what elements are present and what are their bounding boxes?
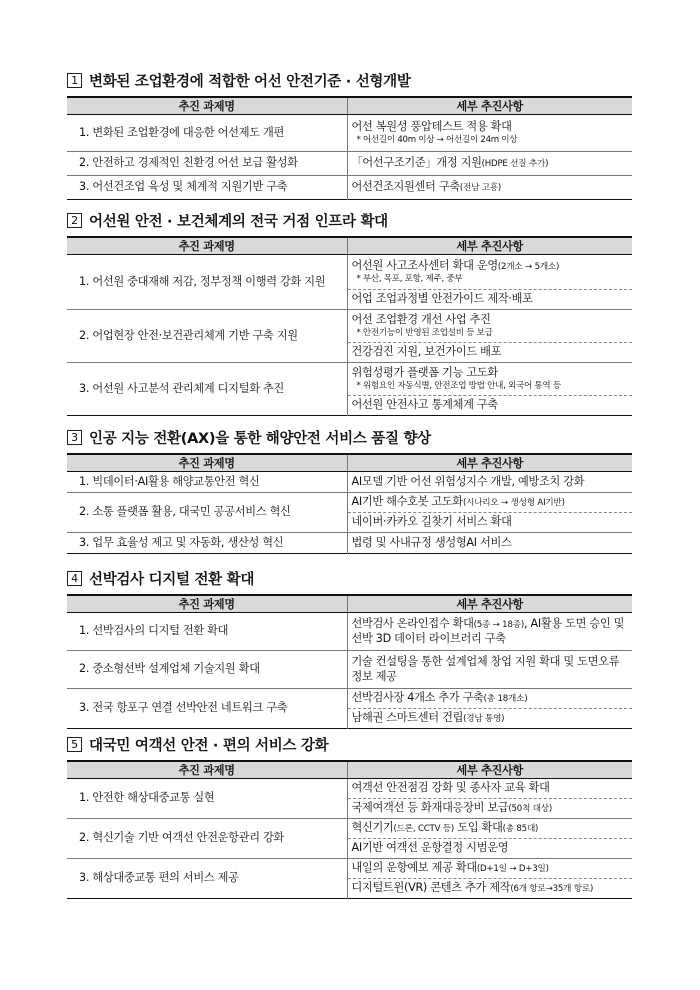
detail-cell <box>347 310 632 343</box>
detail-cell: 어선원 안전사고 통계체계 구축 <box>351 398 498 412</box>
detail-small-text: (D+1일 → D+3일) <box>476 864 549 875</box>
detail-cell: 기술 컨설팅을 통한 설계업체 창업 지원 확대 및 도면오류 정보 제공 <box>347 651 632 689</box>
detail-small-text: (5종 → 18종) <box>473 619 524 630</box>
detail-cell: 법령 및 사내규정 생성형AI 서비스 <box>351 535 512 549</box>
detail-small-text: (드론, CCTV 등) <box>393 824 455 835</box>
detail-cell <box>347 613 632 651</box>
detail-text: AI기반 해수호봇 고도화 <box>351 495 463 509</box>
section-3-table <box>67 453 632 554</box>
detail-small-text: (6개 항로→35개 항로) <box>510 884 594 895</box>
detail-cell <box>347 255 632 290</box>
detail-cell: 여객선 안전점검 강화 및 종사자 교육 확대 <box>347 779 632 799</box>
task-cell: 1. 어선원 중대재해 저감, 정부정책 이행력 강화 지원 <box>67 255 347 310</box>
detail-text: 남해권 스마트센터 건립 <box>351 711 464 725</box>
detail-cell <box>347 799 632 819</box>
task-cell: 2. 안전하고 경제적인 친환경 어선 보급 활성화 <box>67 152 347 176</box>
header-detail: 세부 추진사항 <box>347 97 632 115</box>
header-task: 추진 과제명 <box>67 454 347 472</box>
section-1-title <box>67 68 632 92</box>
detail-cell <box>347 363 632 396</box>
detail-text: 내일의 운항예보 제공 확대 <box>351 861 477 875</box>
task-cell: 3. 어선건조업 육성 및 체계적 지원기반 구축 <box>67 176 347 200</box>
detail-cell <box>347 819 632 839</box>
task-cell: 1. 선박검사의 디지털 전환 확대 <box>67 613 347 651</box>
header-task: 추진 과제명 <box>67 97 347 115</box>
header-task: 추진 과제명 <box>67 761 347 779</box>
section-3-title <box>67 425 632 449</box>
section-number-box: 1 <box>67 73 82 88</box>
section-2-table <box>67 236 632 416</box>
detail-text-cont: 도입 확대 <box>454 821 503 835</box>
task-cell: 1. 변화된 조업환경에 대응한 어선제도 개편 <box>67 115 347 152</box>
detail-text: 어선원 사고조사센터 확대 운영 <box>351 259 498 273</box>
detail-note: * 부산, 목포, 포항, 제주, 중부 <box>356 273 463 284</box>
section-5-table <box>67 760 632 899</box>
detail-text: 어선 복원성 풍압테스트 적용 확대 <box>351 120 512 134</box>
detail-note: * 위험요인 자동식별, 안전조업 방법 안내, 외국어 통역 등 <box>356 380 561 391</box>
detail-small-text: (시나리오 → 생성형 AI기반) <box>462 498 565 509</box>
detail-cell <box>347 176 632 200</box>
task-cell: 3. 해상대중교통 편의 서비스 제공 <box>67 859 347 899</box>
section-heading: 인공 지능 전환(AX)을 통한 해양안전 서비스 품질 향상 <box>89 430 431 447</box>
detail-cell: 어업 조업과정별 안전가이드 제작·배포 <box>347 290 632 310</box>
detail-small-text: (50척 대상) <box>508 804 553 815</box>
detail-small-text: (2개소 → 5개소) <box>497 262 560 273</box>
section-number-box: 2 <box>67 213 82 228</box>
detail-small-text: (전남 고흥) <box>459 183 502 194</box>
detail-cell <box>347 859 632 879</box>
detail-text: 국제여객선 등 화재대응장비 보급 <box>351 801 509 815</box>
detail-text: 위험성평가 플랫폼 기능 고도화 <box>351 366 498 380</box>
detail-cell: AI모델 기반 어선 위험성지수 개발, 예방조치 강화 <box>347 472 632 493</box>
detail-text: 어선 조업환경 개선 사업 추진 <box>351 313 491 327</box>
section-2 <box>67 208 632 416</box>
detail-small-text: (경남 통영) <box>463 714 505 725</box>
task-cell: 3. 업무 효율성 제고 및 자동화, 생산성 혁신 <box>67 533 347 554</box>
task-cell: 2. 혁신기술 기반 여객선 안전운항관리 강화 <box>67 819 347 859</box>
detail-cell: AI기반 여객선 운항결정 시범운영 <box>347 839 632 859</box>
detail-text: 「어선구조기준」개정 지원 <box>351 156 482 170</box>
detail-text-cont: , AI활용 도면 승인 및 선박 3D 데이터 라이브러리 구축 <box>351 616 625 645</box>
detail-cell: 건강검진 지원, 보건가이드 배포 <box>347 343 632 363</box>
task-cell: 3. 전국 항포구 연결 선박안전 네트워크 구축 <box>67 689 347 729</box>
detail-text: 선박검사장 4개소 추가 구축 <box>351 691 484 705</box>
section-number-box: 3 <box>67 430 82 445</box>
detail-cell <box>347 152 632 176</box>
detail-cell <box>347 709 632 729</box>
detail-cell <box>347 689 632 709</box>
detail-text: 디지털트윈(VR) 콘텐츠 추가 제작 <box>351 881 511 895</box>
detail-note: * 안전기능이 반영된 조업설비 등 보급 <box>356 327 493 338</box>
detail-text: 어선건조지원센터 구축 <box>351 180 460 194</box>
section-1 <box>67 68 632 200</box>
section-4-table <box>67 594 632 729</box>
header-detail: 세부 추진사항 <box>347 454 632 472</box>
detail-cell: 네이버·카카오 길찾기 서비스 확대 <box>347 513 632 533</box>
section-heading: 변화된 조업환경에 적합한 어선 안전기준 · 선형개발 <box>89 73 411 90</box>
section-number-box: 5 <box>67 737 82 752</box>
detail-text: 혁신기기 <box>351 821 394 835</box>
header-detail: 세부 추진사항 <box>347 761 632 779</box>
section-1-table <box>67 96 632 200</box>
section-heading: 어선원 안전 · 보건체계의 전국 거점 인프라 확대 <box>89 213 388 230</box>
section-4-title <box>67 566 632 590</box>
task-cell: 2. 소통 플랫폼 활용, 대국민 공공서비스 혁신 <box>67 493 347 533</box>
task-cell: 1. 안전한 해상대중교통 실현 <box>67 779 347 819</box>
section-5-title <box>67 732 632 756</box>
header-detail: 세부 추진사항 <box>347 595 632 613</box>
detail-small-text: (HDPE 선질 추가) <box>481 159 549 170</box>
detail-cell <box>347 879 632 899</box>
detail-text: 선박검사 온라인접수 확대 <box>351 616 474 630</box>
task-cell: 3. 어선원 사고분석 관리체계 디지털화 추진 <box>67 363 347 416</box>
task-cell: 2. 어업현장 안전·보건관리체계 기반 구축 지원 <box>67 310 347 363</box>
section-5 <box>67 732 632 899</box>
section-heading: 대국민 여객선 안전 · 편의 서비스 강화 <box>89 737 329 754</box>
task-cell: 1. 빅데이터·AI활용 해양교통안전 혁신 <box>67 472 347 493</box>
header-detail: 세부 추진사항 <box>347 237 632 255</box>
header-task: 추진 과제명 <box>67 237 347 255</box>
section-heading: 선박검사 디지털 전환 확대 <box>89 571 255 588</box>
section-3 <box>67 425 632 554</box>
section-2-title <box>67 208 632 232</box>
header-task: 추진 과제명 <box>67 595 347 613</box>
detail-cell <box>347 493 632 513</box>
detail-note: * 어선길이 40m 이상 → 어선길이 24m 이상 <box>356 134 518 145</box>
section-4 <box>67 566 632 729</box>
detail-small-text: (총 18개소) <box>483 694 528 705</box>
section-number-box: 4 <box>67 571 82 586</box>
detail-small-text: (총 85대) <box>502 824 539 835</box>
detail-cell <box>347 115 632 152</box>
task-cell: 2. 중소형선박 설계업체 기술지원 확대 <box>67 651 347 689</box>
